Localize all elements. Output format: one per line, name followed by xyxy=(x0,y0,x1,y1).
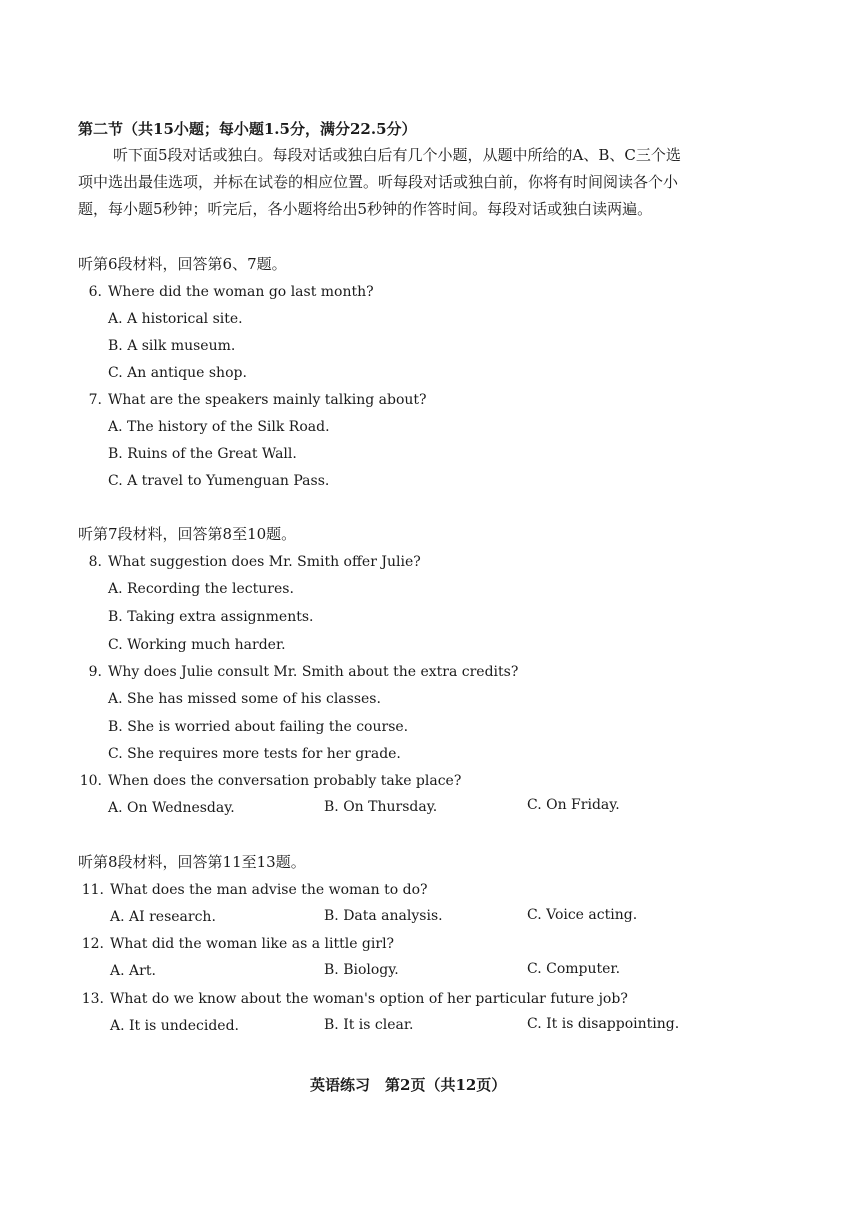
question-text: What did the woman like as a little girl? xyxy=(110,936,395,952)
option-9b[interactable]: B. She is worried about failing the course. xyxy=(108,719,409,735)
option-12a[interactable]: A. Art. xyxy=(110,963,156,979)
instructions-line-1: 听下面5段对话或独白。每段对话或独白后有几个小题，从题中所给的A、B、C三个选 xyxy=(113,146,681,164)
question-number: 9. xyxy=(88,664,102,680)
option-7c[interactable]: C. A travel to Yumenguan Pass. xyxy=(108,473,330,489)
option-10a[interactable]: A. On Wednesday. xyxy=(108,800,235,816)
option-8a[interactable]: A. Recording the lectures. xyxy=(108,581,294,597)
section-title: 第二节（共15小题；每小题1.5分，满分22.5分） xyxy=(78,120,417,138)
option-6b[interactable]: B. A silk museum. xyxy=(108,338,236,354)
option-13c[interactable]: C. It is disappointing. xyxy=(527,1016,680,1032)
question-number: 8. xyxy=(88,554,102,570)
group-heading-3: 听第8段材料，回答第11至13题。 xyxy=(78,853,306,871)
question-7 xyxy=(78,393,427,407)
question-8 xyxy=(78,555,421,569)
option-13b[interactable]: B. It is clear. xyxy=(324,1017,414,1033)
option-12c[interactable]: C. Computer. xyxy=(527,961,621,977)
question-6 xyxy=(78,285,374,299)
question-number: 12. xyxy=(81,936,104,952)
option-13a[interactable]: A. It is undecided. xyxy=(110,1018,239,1034)
question-number: 10. xyxy=(79,773,102,789)
option-10b[interactable]: B. On Thursday. xyxy=(324,799,438,815)
question-number: 13. xyxy=(81,991,104,1007)
option-11b[interactable]: B. Data analysis. xyxy=(324,908,443,924)
question-text: What does the man advise the woman to do? xyxy=(110,882,428,898)
question-text: Where did the woman go last month? xyxy=(108,284,374,300)
question-11 xyxy=(80,883,428,897)
question-text: When does the conversation probably take place? xyxy=(108,773,462,789)
question-text: What do we know about the woman's option of her particular future job? xyxy=(110,991,628,1007)
option-12b[interactable]: B. Biology. xyxy=(324,962,399,978)
question-10 xyxy=(78,774,461,788)
instructions-line-2: 项中选出最佳选项，并标在试卷的相应位置。听每段对话或独白前，你将有时间阅读各个小 xyxy=(78,173,679,191)
option-6a[interactable]: A. A historical site. xyxy=(108,311,243,327)
question-text: What are the speakers mainly talking about? xyxy=(108,392,427,408)
option-8c[interactable]: C. Working much harder. xyxy=(108,637,286,653)
option-6c[interactable]: C. An antique shop. xyxy=(108,365,247,381)
question-number: 6. xyxy=(88,284,102,300)
group-heading-1: 听第6段材料，回答第6、7题。 xyxy=(78,255,287,273)
question-text: Why does Julie consult Mr. Smith about the extra credits? xyxy=(108,664,519,680)
question-13 xyxy=(80,992,628,1006)
question-9 xyxy=(78,665,518,679)
page-footer: 英语练习 第2页（共12页） xyxy=(310,1076,507,1094)
question-text: What suggestion does Mr. Smith offer Julie? xyxy=(108,554,421,570)
option-7a[interactable]: A. The history of the Silk Road. xyxy=(108,419,330,435)
option-11a[interactable]: A. AI research. xyxy=(110,909,216,925)
question-number: 11. xyxy=(81,882,104,898)
question-number: 7. xyxy=(88,392,102,408)
question-12 xyxy=(80,937,394,951)
option-10c[interactable]: C. On Friday. xyxy=(527,797,620,813)
option-9a[interactable]: A. She has missed some of his classes. xyxy=(108,691,381,707)
option-9c[interactable]: C. She requires more tests for her grade. xyxy=(108,746,401,762)
option-7b[interactable]: B. Ruins of the Great Wall. xyxy=(108,446,297,462)
group-heading-2: 听第7段材料，回答第8至10题。 xyxy=(78,525,297,543)
instructions-line-3: 题，每小题5秒钟；听完后，各小题将给出5秒钟的作答时间。每段对话或独白读两遍。 xyxy=(78,200,653,218)
option-8b[interactable]: B. Taking extra assignments. xyxy=(108,609,314,625)
option-11c[interactable]: C. Voice acting. xyxy=(527,907,638,923)
